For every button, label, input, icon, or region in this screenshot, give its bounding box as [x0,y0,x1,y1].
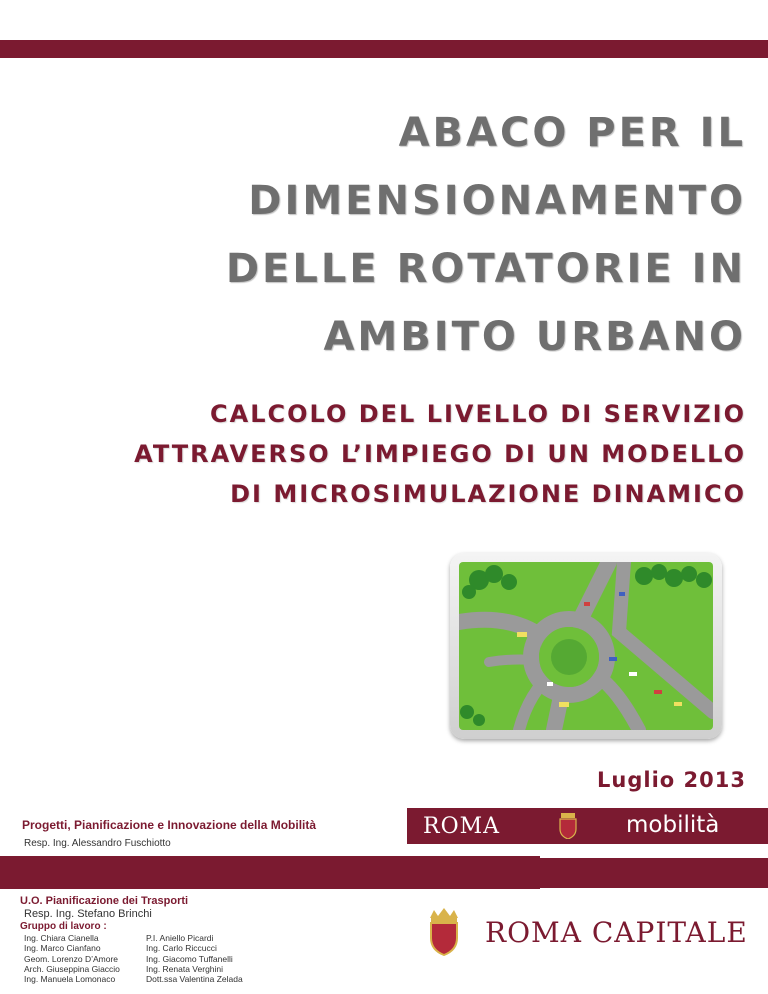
member-name: P.I. Aniello Picardi [146,933,214,943]
title-line-3: DELLE ROTATORIE IN [225,246,746,292]
unit-name: U.O. Pianificazione dei Trasporti [20,895,189,907]
title-line-4: AMBITO URBANO [323,314,746,360]
member-name: Geom. Lorenzo D’Amore [24,953,119,964]
title-line-2: DIMENSIONAMENTO [248,178,746,224]
member-name: Dott.ssa Valentina Zelada [146,974,243,985]
title-line-1: ABACO PER IL [398,110,746,156]
roma-logo-text: ROMA [423,814,501,839]
subtitle-line-1: CALCOLO DEL LIVELLO DI SERVIZIO [210,400,746,428]
member-name: Ing. Chiara Cianella [24,933,99,943]
department-resp: Resp. Ing. Alessandro Fuschiotto [24,838,171,849]
roma-shield-icon [558,813,578,839]
roundabout-image [459,562,713,730]
roundabout-illustration [450,553,722,739]
subtitle-line-2: ATTRAVERSO L’IMPIEGO DI UN MODELLO [134,440,746,468]
department-name: Progetti, Pianificazione e Innovazione della Mobilità [22,818,317,832]
group-label: Gruppo di lavoro : [20,921,107,932]
member-name: Ing. Carlo Riccucci [146,943,217,954]
member-name: Ing. Renata Verghini [146,963,224,974]
member-name: Ing. Giacomo Tuffanelli [146,953,233,964]
members-column-2 [146,933,243,984]
unit-decorative-band [0,856,540,889]
member-name: Arch. Giuseppina Giaccio [24,963,120,974]
unit-decorative-band-ext [540,858,768,888]
roma-capitale-logo-text: ROMA CAPITALE [485,916,748,949]
members-column-1 [24,933,120,984]
publication-date: Luglio 2013 [597,768,746,792]
roma-capitale-shield-icon [428,908,460,956]
subtitle-line-3: DI MICROSIMULAZIONE DINAMICO [230,480,746,508]
member-name: Ing. Manuela Lomonaco [24,974,116,985]
unit-resp: Resp. Ing. Stefano Brinchi [24,908,152,920]
mobilita-logo-text: mobilità [626,812,720,838]
top-decorative-bar [0,40,768,58]
member-name: Ing. Marco Cianfano [24,943,101,954]
